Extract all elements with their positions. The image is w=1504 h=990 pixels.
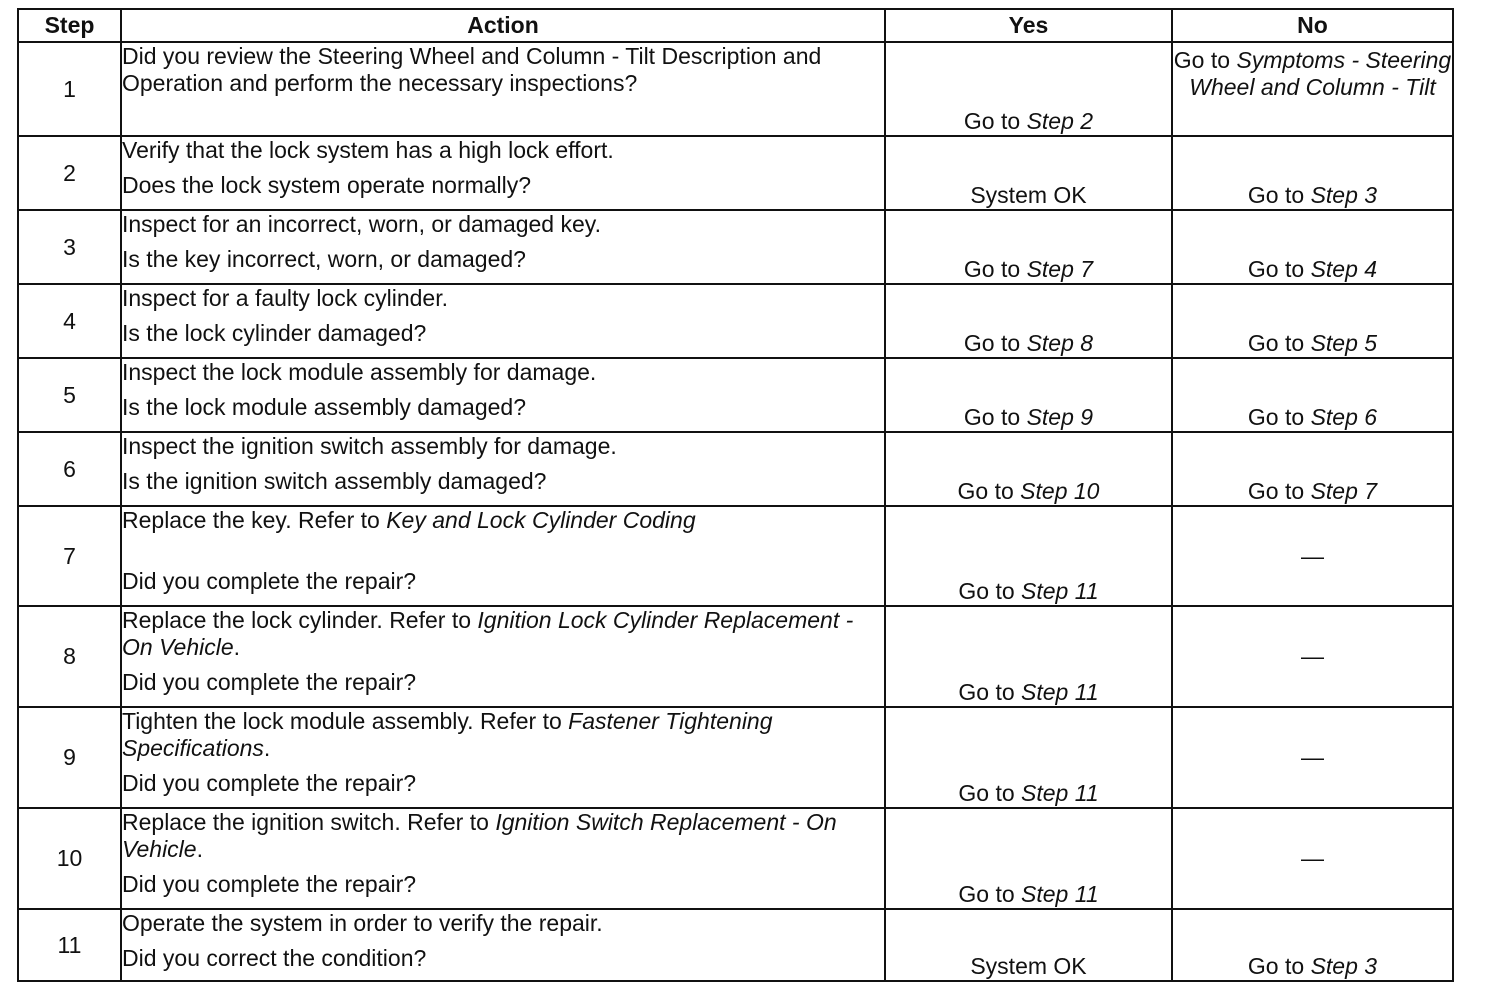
- table-row: [18, 42, 1453, 136]
- action-prefix: Tighten the lock module assembly. Refer to: [122, 708, 569, 734]
- no-step-link[interactable]: Step 4: [1310, 256, 1378, 282]
- no-prefix: Go to: [1247, 256, 1311, 282]
- yes-cell: [885, 707, 1172, 808]
- yes-cell: [885, 506, 1172, 606]
- yes-prefix: Go to: [957, 478, 1021, 504]
- action-text: Inspect for a faulty lock cylinder.: [122, 285, 448, 311]
- yes-cell: [885, 42, 1172, 136]
- action-cell: [121, 808, 885, 909]
- step-number: 2: [18, 136, 121, 210]
- no-cell: [1172, 358, 1453, 432]
- reference-link[interactable]: Fastener Tightening Specifications: [122, 708, 773, 761]
- no-cell: [1172, 210, 1453, 284]
- no-prefix: Go to: [1247, 404, 1311, 430]
- yes-cell: [885, 284, 1172, 358]
- step-number: 5: [18, 358, 121, 432]
- step-number: 6: [18, 432, 121, 506]
- action-question: Did you complete the repair?: [122, 669, 417, 695]
- action-prefix: Replace the lock cylinder. Refer to: [122, 607, 478, 633]
- action-question: Is the lock module assembly damaged?: [122, 394, 526, 420]
- step-number: 7: [18, 506, 121, 606]
- yes-cell: [885, 358, 1172, 432]
- no-cell: [1172, 909, 1453, 981]
- yes-step-link[interactable]: Step 10: [1020, 478, 1100, 504]
- table-row: [18, 284, 1453, 358]
- yes-cell: [885, 606, 1172, 707]
- step-number: 9: [18, 707, 121, 808]
- no-step-link[interactable]: Step 3: [1310, 182, 1378, 208]
- yes-step-link[interactable]: Step 8: [1026, 330, 1094, 356]
- step-number: 8: [18, 606, 121, 707]
- yes-prefix: Go to: [958, 780, 1022, 806]
- action-cell: [121, 210, 885, 284]
- action-question: Is the key incorrect, worn, or damaged?: [122, 246, 526, 272]
- no-prefix: Go to: [1247, 182, 1311, 208]
- no-cell: [1172, 284, 1453, 358]
- no-cell: —: [1172, 707, 1453, 808]
- yes-step-link[interactable]: Step 11: [1021, 578, 1099, 604]
- header-action: Action: [121, 9, 885, 42]
- action-suffix: .: [233, 634, 241, 660]
- action-cell: [121, 358, 885, 432]
- action-question: Does the lock system operate normally?: [122, 172, 532, 198]
- yes-cell: System OK: [885, 136, 1172, 210]
- no-step-link[interactable]: Step 6: [1310, 404, 1378, 430]
- table-row: [18, 210, 1453, 284]
- step-number: 10: [18, 808, 121, 909]
- action-prefix: Replace the key. Refer to: [122, 507, 387, 533]
- no-step-link[interactable]: Step 3: [1310, 953, 1378, 979]
- action-text: [122, 809, 884, 863]
- action-suffix: .: [196, 836, 203, 862]
- no-step-link[interactable]: Step 5: [1310, 330, 1378, 356]
- step-number: 1: [18, 42, 121, 136]
- yes-step-link[interactable]: Step 11: [1021, 780, 1099, 806]
- yes-prefix: Go to: [963, 330, 1027, 356]
- action-text: Inspect the ignition switch assembly for damage.: [122, 433, 617, 459]
- action-text: [122, 507, 884, 534]
- table-row: [18, 707, 1453, 808]
- yes-prefix: Go to: [963, 256, 1027, 282]
- no-cell: [1172, 42, 1453, 136]
- yes-step-link[interactable]: Step 11: [1021, 679, 1099, 705]
- action-suffix: .: [263, 735, 271, 761]
- table-row: [18, 136, 1453, 210]
- table-row: [18, 506, 1453, 606]
- no-prefix: Go to: [1247, 478, 1311, 504]
- action-cell: [121, 284, 885, 358]
- no-cell: [1172, 432, 1453, 506]
- no-cell: —: [1172, 808, 1453, 909]
- yes-prefix: Go to: [963, 108, 1027, 134]
- reference-link[interactable]: Key and Lock Cylinder Coding: [386, 507, 696, 533]
- step-number: 3: [18, 210, 121, 284]
- yes-prefix: Go to: [963, 404, 1027, 430]
- action-prefix: Replace the ignition switch. Refer to: [122, 809, 496, 835]
- yes-step-link[interactable]: Step 7: [1026, 256, 1094, 282]
- table-row: [18, 358, 1453, 432]
- yes-step-link[interactable]: Step 9: [1026, 404, 1094, 430]
- no-cell: —: [1172, 606, 1453, 707]
- table-row: [18, 808, 1453, 909]
- action-cell: [121, 707, 885, 808]
- no-cell: —: [1172, 506, 1453, 606]
- table-row: [18, 432, 1453, 506]
- yes-step-link[interactable]: Step 2: [1026, 108, 1094, 134]
- action-text: Verify that the lock system has a high lock effort.: [122, 137, 614, 163]
- diagnostic-table: [17, 8, 1454, 982]
- table-row: [18, 606, 1453, 707]
- action-cell: [121, 909, 885, 981]
- yes-cell: [885, 808, 1172, 909]
- yes-cell: [885, 210, 1172, 284]
- action-question: Did you complete the repair?: [122, 871, 417, 897]
- no-symptoms-link[interactable]: Symptoms - Steering Wheel and Column - Tilt: [1189, 47, 1452, 100]
- yes-cell: [885, 432, 1172, 506]
- no-cell: [1172, 136, 1453, 210]
- action-question: Is the lock cylinder damaged?: [122, 320, 427, 346]
- action-text: Inspect for an incorrect, worn, or damaged key.: [122, 211, 601, 237]
- no-prefix: Go to: [1173, 47, 1237, 73]
- action-cell: [121, 432, 885, 506]
- table-header-row: [18, 9, 1453, 42]
- header-yes: Yes: [885, 9, 1172, 42]
- no-prefix: Go to: [1247, 953, 1311, 979]
- action-cell: [121, 42, 885, 136]
- action-cell: [121, 136, 885, 210]
- reference-link[interactable]: Ignition Lock Cylinder Replacement - On Vehicle: [122, 607, 854, 660]
- yes-prefix: Go to: [958, 679, 1022, 705]
- action-text: [122, 708, 884, 762]
- action-cell: [121, 506, 885, 606]
- action-text: Operate the system in order to verify the repair.: [122, 910, 603, 936]
- action-question: Did you complete the repair?: [122, 770, 417, 796]
- action-question: Did you correct the condition?: [122, 945, 427, 971]
- yes-cell: System OK: [885, 909, 1172, 981]
- step-number: 4: [18, 284, 121, 358]
- no-prefix: Go to: [1247, 330, 1311, 356]
- step-number: 11: [18, 909, 121, 981]
- header-step: Step: [18, 9, 121, 42]
- yes-prefix: Go to: [958, 881, 1022, 907]
- action-question: Did you complete the repair?: [122, 568, 417, 594]
- no-step-link[interactable]: Step 7: [1310, 478, 1378, 504]
- table-row: [18, 909, 1453, 981]
- reference-link[interactable]: Ignition Switch Replacement - On Vehicle: [122, 809, 837, 862]
- yes-step-link[interactable]: Step 11: [1021, 881, 1099, 907]
- action-text: Inspect the lock module assembly for damage.: [122, 359, 597, 385]
- header-no: No: [1172, 9, 1453, 42]
- action-text: [122, 607, 884, 661]
- action-cell: [121, 606, 885, 707]
- yes-prefix: Go to: [958, 578, 1022, 604]
- action-question: Is the ignition switch assembly damaged?: [122, 468, 547, 494]
- action-text: Did you review the Steering Wheel and Column - Tilt Description and Operation and perform the necessary inspections?: [122, 43, 822, 96]
